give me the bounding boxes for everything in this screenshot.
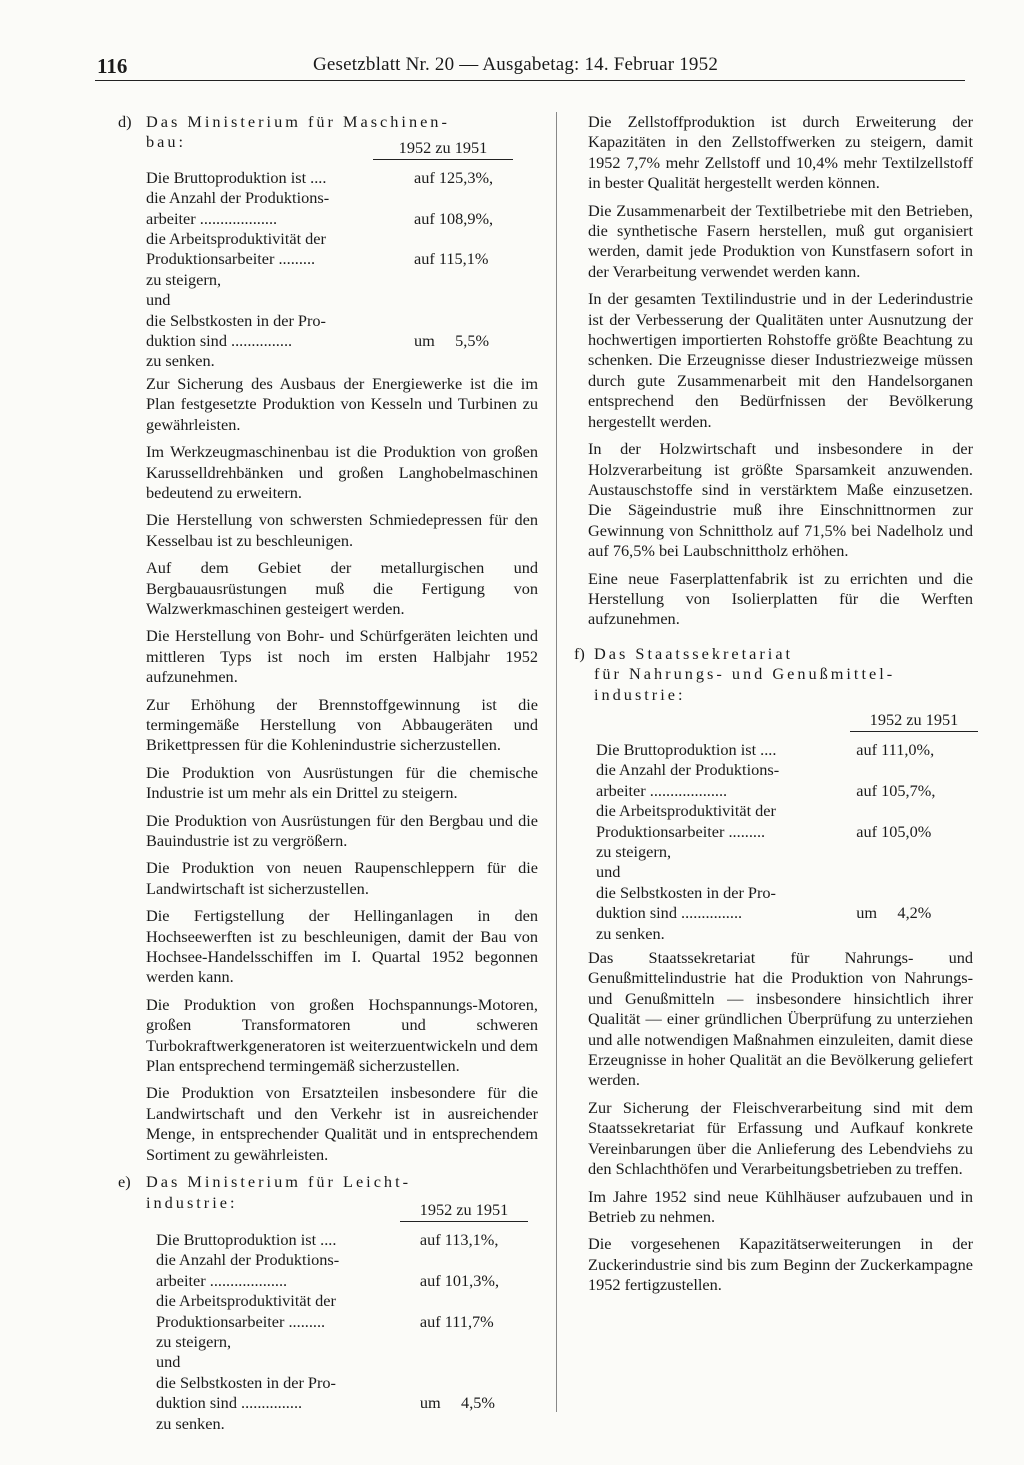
body-paragraph: Die Produktion von Ausrüstungen für den Bergbau und die Bauindustrie ist zu vergrößern. xyxy=(146,810,538,850)
body-paragraph: Die Produktion von Ausrüstungen für die chemische Industrie ist um mehr als ein Drittel zu steigern. xyxy=(146,762,538,803)
stat-value: um 5,5% xyxy=(414,331,490,351)
stat-value: auf 101,3%, xyxy=(419,1270,500,1290)
stat-label: die Selbstkosten in der Pro- xyxy=(596,882,776,902)
stat-value: auf 111,7% xyxy=(419,1311,494,1331)
stat-row xyxy=(156,1414,538,1434)
stat-value: auf 105,7%, xyxy=(856,780,936,800)
stat-value: auf 125,3%, xyxy=(414,167,494,187)
stat-row xyxy=(596,781,973,801)
stat-row xyxy=(156,1250,538,1270)
section-e-heading xyxy=(118,1172,538,1213)
stat-row xyxy=(596,740,973,760)
stat-row xyxy=(146,168,538,188)
stat-label: die Arbeitsproduktivität der xyxy=(596,801,776,821)
stat-row xyxy=(156,1393,538,1413)
body-paragraph: Die Zellstoffproduktion ist durch Erweiterung der Kapazitäten in den Zellstoffwerken zu steigern, damit 1952 7,7% mehr Zellstoff und 10,4% mehr Textilzellstoff in bester Qualität hergestellt werden können. xyxy=(588,112,973,193)
stat-label: duktion sind ............... xyxy=(596,903,743,923)
stat-value xyxy=(406,270,534,290)
body-paragraph: Die Produktion von großen Hochspannungs-Motoren, großen Transformatoren und schweren Turbokraftwerkgeneratoren ist weiterzuentwickeln und dem Plan entsprechend termingemäß sicherzustellen. xyxy=(146,994,538,1076)
stat-label: Die Bruttoproduktion ist .... xyxy=(156,1229,337,1249)
stat-value: auf 111,0%, xyxy=(856,739,935,759)
stat-row xyxy=(596,883,973,903)
stat-label: die Arbeitsproduktivität der xyxy=(156,1291,336,1311)
stat-value xyxy=(848,862,973,882)
body-paragraph: Zur Sicherung des Ausbaus der Energiewerke ist die im Plan festgesetzte Produktion von Kesseln und Turbinen zu gewährleisten. xyxy=(146,373,538,434)
section-letter: e) xyxy=(118,1172,131,1192)
stat-row xyxy=(596,862,973,882)
section-letter: d) xyxy=(118,112,132,131)
stat-value: auf 105,0% xyxy=(856,821,932,841)
stat-label: Die Bruttoproduktion ist .... xyxy=(596,739,777,759)
section-title-line: für Nahrungs- und Genußmittel- xyxy=(594,664,896,684)
stat-label: Produktionsarbeiter ......... xyxy=(156,1311,326,1331)
stat-value: auf 113,1%, xyxy=(419,1229,499,1249)
stat-label: zu senken. xyxy=(146,351,215,371)
stat-value xyxy=(406,311,534,331)
body-paragraph: Zur Sicherung der Fleischverarbeitung sind mit dem Staatssekretariat für Erfassung und Aufkauf konkrete Vereinbarungen über die Anlieferung des Lebendviehs zu den Schlachthöfen und Verarbeitungsbetrieben zu treffen. xyxy=(588,1097,973,1179)
stat-row xyxy=(596,842,973,862)
stat-row xyxy=(146,270,538,290)
stat-label: arbeiter ................... xyxy=(596,780,728,800)
year-comparison-header: 1952 zu 1951 xyxy=(400,1199,528,1222)
stat-label: zu steigern, xyxy=(146,269,222,289)
stat-row xyxy=(146,331,538,351)
stat-row xyxy=(596,822,973,842)
body-paragraph: Die Produktion von Ersatzteilen insbesondere für die Landwirtschaft und den Verkehr ist in ausreichender Menge, in entsprechender Qualität und in entsprechendem Sortiment zu gewährleisten. xyxy=(146,1083,538,1164)
stat-row xyxy=(596,801,973,821)
page-header xyxy=(95,54,965,81)
stat-value xyxy=(406,229,534,249)
right-column xyxy=(574,112,973,1303)
body-paragraph: Auf dem Gebiet der metallurgischen und Bergbauausrüstungen muß die Fertigung von Walzwerkmaschinen gesteigert werden. xyxy=(146,558,538,618)
stat-value xyxy=(412,1291,538,1311)
stat-row xyxy=(146,188,538,208)
stat-value xyxy=(412,1332,538,1352)
running-title: Gesetzblatt Nr. 20 — Ausgabetag: 14. Februar 1952 xyxy=(313,54,719,75)
body-paragraph: Im Jahre 1952 sind neue Kühlhäuser aufzubauen und in Betrieb zu nehmen. xyxy=(588,1186,973,1226)
stat-row xyxy=(146,290,538,310)
body-paragraph: Die Zusammenarbeit der Textilbetriebe mit den Betrieben, die synthetische Fasern herstellen, muß gut organisiert werden, damit jede Produktion von Kunstfasern sofort in der Verarbeitung verwendet werden kann. xyxy=(588,200,973,281)
body-paragraph: Die Herstellung von schwersten Schmiedepressen für den Kesselbau ist zu beschleunigen. xyxy=(146,510,538,550)
body-paragraph: Im Werkzeugmaschinenbau ist die Produktion von großen Karusselldrehbänken und großen Langhobelmaschinen bedeutend zu erweitern. xyxy=(146,442,538,502)
section-d-heading xyxy=(118,112,538,153)
stat-value xyxy=(406,188,534,208)
stat-row xyxy=(146,311,538,331)
year-comparison-header: 1952 zu 1951 xyxy=(373,137,513,160)
stat-label: Produktionsarbeiter ......... xyxy=(146,249,316,269)
stat-label: zu senken. xyxy=(156,1413,225,1433)
stat-value xyxy=(412,1250,538,1270)
stat-label: die Arbeitsproduktivität der xyxy=(146,229,326,249)
body-paragraph: In der Holzwirtschaft und insbesondere in der Holzverarbeitung ist größte Sparsamkeit anzuwenden. Austauschstoffe sind in verstärktem Maße einzusetzen. Die Sägeindustrie muß ihre Einschnittnormen zur Gewinnung von Schnittholz auf 71,5% bei Nadelholz und auf 76,5% bei Laubschnittholz erhöhen. xyxy=(588,439,973,561)
stat-value xyxy=(406,290,534,310)
stat-label: die Selbstkosten in der Pro- xyxy=(156,1372,336,1392)
stat-table-d xyxy=(146,168,538,372)
body-paragraph: Die vorgesehenen Kapazitätserweiterungen in der Zuckerindustrie sind bis zum Beginn der Zuckerkampagne 1952 fertigzustellen. xyxy=(588,1234,973,1295)
stat-label: die Anzahl der Produktions- xyxy=(596,760,780,780)
body-paragraph: Das Staatssekretariat für Nahrungs- und Genußmittelindustrie hat die Produktion von Nahrungs- und Genußmitteln — insbesondere hinsichtlich ihrer Qualität — einer gründlichen Überprüfung zu unterziehen und alle notwendigen Maßnahmen einzuleiten, damit diese Erzeugnisse in hoher Qualität an die Bevölkerung geliefert werden. xyxy=(588,948,973,1090)
body-paragraph: Die Produktion von neuen Raupenschleppern für die Landwirtschaft ist sicherzustellen. xyxy=(146,858,538,898)
left-column xyxy=(118,112,538,1434)
stat-row xyxy=(156,1312,538,1332)
page-number: 116 xyxy=(97,54,128,78)
stat-row xyxy=(156,1291,538,1311)
stat-value xyxy=(848,842,973,862)
body-paragraph: Die Fertigstellung der Hellinganlagen in den Hochseewerften ist zu beschleunigen, damit der Bau von Hochsee-Handelsschiffen im I. Quartal 1952 begonnen werden kann. xyxy=(146,906,538,987)
stat-label: die Anzahl der Produktions- xyxy=(146,188,330,208)
stat-row xyxy=(156,1332,538,1352)
stat-value xyxy=(848,801,973,821)
stat-label: duktion sind ............... xyxy=(146,331,293,351)
stat-label: arbeiter ................... xyxy=(156,1270,288,1290)
stat-row xyxy=(156,1271,538,1291)
stat-label: arbeiter ................... xyxy=(146,208,278,228)
stat-label: zu steigern, xyxy=(156,1331,232,1351)
stat-value xyxy=(848,924,973,944)
stat-row xyxy=(156,1373,538,1393)
section-title-line: Das Ministerium für Maschinen- xyxy=(146,112,450,131)
body-paragraph: Die Herstellung von Bohr- und Schürfgeräten leichten und mittleren Typs ist noch im ersten Halbjahr 1952 aufzunehmen. xyxy=(146,626,538,687)
stat-row xyxy=(146,209,538,229)
stat-label: die Selbstkosten in der Pro- xyxy=(146,310,326,330)
stat-value xyxy=(848,883,973,903)
body-paragraph: Eine neue Faserplattenfabrik ist zu errichten und die Herstellung von Isolierplatten für die Werften aufzunehmen. xyxy=(588,568,973,629)
stat-table-f xyxy=(596,740,973,944)
stat-row xyxy=(596,760,973,780)
stat-row xyxy=(156,1230,538,1250)
stat-label: und xyxy=(156,1352,181,1372)
stat-label: Produktionsarbeiter ......... xyxy=(596,821,766,841)
stat-value xyxy=(406,351,534,371)
stat-row xyxy=(156,1352,538,1372)
section-title-line: Das Ministerium für Leicht- xyxy=(146,1172,412,1192)
section-d-body xyxy=(146,374,538,1165)
body-paragraph: Zur Erhöhung der Brennstoffgewinnung ist die termingemäße Herstellung von Abbaugeräten und Brikettpressen für die Kohlenindustrie sicherzustellen. xyxy=(146,694,538,755)
stat-value xyxy=(412,1414,538,1434)
stat-value: auf 115,1% xyxy=(414,249,489,269)
stat-label: zu steigern, xyxy=(596,842,672,861)
section-f-body xyxy=(588,948,973,1296)
stat-value xyxy=(412,1352,538,1372)
stat-value: um 4,5% xyxy=(419,1393,495,1413)
stat-value: auf 108,9%, xyxy=(414,208,494,228)
stat-value xyxy=(848,760,973,780)
section-title-line: Das Staatssekretariat xyxy=(594,643,794,663)
section-letter: f) xyxy=(574,643,585,663)
stat-label: und xyxy=(146,290,171,310)
stat-label: zu senken. xyxy=(596,923,665,943)
column-divider xyxy=(556,112,557,1412)
stat-label: und xyxy=(596,862,621,882)
stat-value xyxy=(412,1373,538,1393)
section-title-line: industrie: xyxy=(594,684,686,704)
stat-row xyxy=(146,249,538,269)
stat-row xyxy=(146,229,538,249)
stat-label: Die Bruttoproduktion ist .... xyxy=(146,167,327,187)
stat-row xyxy=(596,924,973,944)
body-paragraph: In der gesamten Textilindustrie und in der Lederindustrie ist der Verbesserung der Qualitäten unter Ausnutzung der hochwertigen importierten Rohstoffe größte Beachtung zu schenken. Die Erzeugnisse dieser Industriezweige müssen durch gute Zusammenarbeit mit den Handelsorganen entsprechend den Bedürfnissen der Bevölkerung hergestellt werden. xyxy=(588,289,973,431)
stat-table-e xyxy=(156,1230,538,1434)
stat-row xyxy=(596,903,973,923)
stat-label: duktion sind ............... xyxy=(156,1393,303,1413)
section-title-line: industrie: xyxy=(146,1192,238,1212)
year-comparison-header: 1952 zu 1951 xyxy=(850,709,978,732)
stat-value: um 4,2% xyxy=(856,903,932,923)
stat-row xyxy=(146,351,538,371)
section-title-line: bau: xyxy=(146,132,187,152)
stat-label: die Anzahl der Produktions- xyxy=(156,1250,340,1270)
section-f-heading xyxy=(574,644,973,705)
